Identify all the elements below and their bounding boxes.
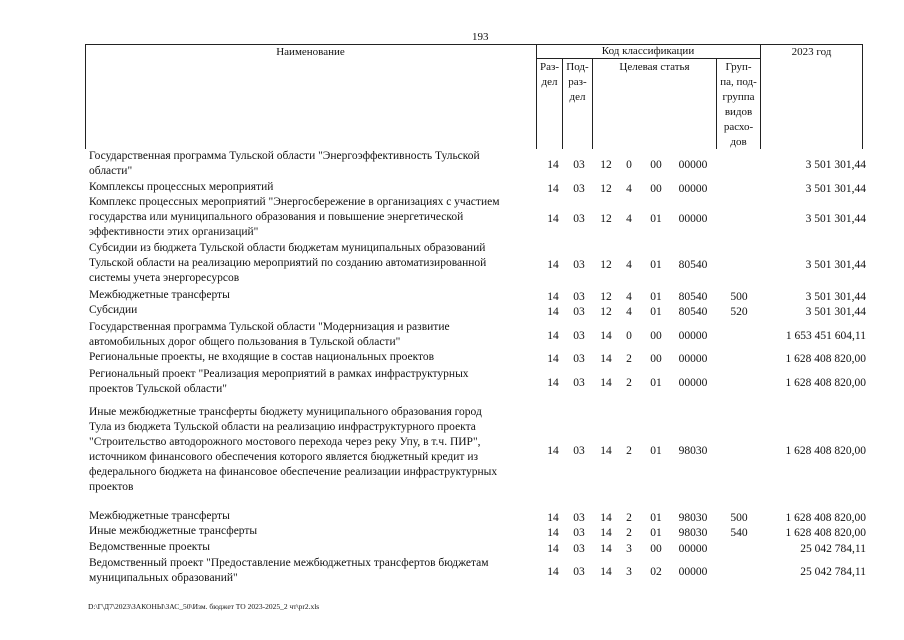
code-cs-type: 4 [626, 291, 632, 303]
row-amount: 3 501 301,44 [805, 213, 866, 225]
code-cs-program: 14 [600, 512, 612, 524]
code-cs-program: 12 [600, 159, 612, 171]
code-cs-direction: 80540 [678, 306, 708, 318]
row-name-line: Субсидии из бюджета Тульской области бюджетам муниципальных образований [89, 242, 486, 254]
code-cs-program: 14 [600, 566, 612, 578]
row-amount: 3 501 301,44 [805, 306, 866, 318]
code-cs-direction: 00000 [678, 183, 708, 195]
code-cs-direction: 98030 [678, 445, 708, 457]
row-name [89, 524, 529, 539]
row-amount: 1 628 408 820,00 [785, 445, 866, 457]
row-name-line: Государственная программа Тульской области "Энергоэффективность Тульской [89, 150, 480, 162]
row-name-line: Государственная программа Тульской области "Модернизация и развитие [89, 321, 450, 333]
code-cs-type: 3 [626, 543, 632, 555]
row-name-line: "Строительство автодорожного мостового перехода через реку Упу, в т.ч. ПИР", [89, 436, 481, 448]
header-name: Наименование [276, 46, 345, 58]
code-razdel: 14 [547, 306, 559, 318]
code-cs-structural: 00 [650, 159, 662, 171]
code-cs-type: 2 [626, 527, 632, 539]
header-gruppa-line: расхо- [723, 121, 754, 133]
row-name [89, 509, 529, 524]
row-name-line: эффективности этих организаций" [89, 226, 259, 238]
code-cs-type: 4 [626, 259, 632, 271]
code-podrazdel: 03 [573, 566, 585, 578]
code-cs-program: 14 [600, 377, 612, 389]
row-amount: 3 501 301,44 [805, 259, 866, 271]
row-name-line: системы учета энергоресурсов [89, 272, 240, 284]
code-cs-program: 14 [600, 445, 612, 457]
header-gruppa-line: дов [730, 136, 747, 148]
row-name-line: Комплекс процессных мероприятий "Энергосбережение в организациях с участием [89, 196, 500, 208]
header-podrazdel [563, 60, 592, 105]
code-cs-program: 14 [600, 353, 612, 365]
code-cs-structural: 01 [650, 259, 662, 271]
row-name [89, 556, 529, 586]
code-cs-direction: 98030 [678, 512, 708, 524]
code-podrazdel: 03 [573, 543, 585, 555]
code-cs-direction: 80540 [678, 291, 708, 303]
code-podrazdel: 03 [573, 306, 585, 318]
code-cs-type: 4 [626, 213, 632, 225]
code-cs-type: 0 [626, 330, 632, 342]
code-podrazdel: 03 [573, 330, 585, 342]
row-name [89, 320, 529, 350]
code-razdel: 14 [547, 543, 559, 555]
row-name-line: проектов Тульской области" [89, 383, 227, 395]
code-vid-rashodov: 520 [730, 306, 748, 318]
code-razdel: 14 [547, 330, 559, 342]
code-cs-structural: 01 [650, 306, 662, 318]
header-razdel-line: дел [541, 76, 558, 88]
code-cs-direction: 00000 [678, 353, 708, 365]
row-amount: 1 653 451 604,11 [785, 330, 866, 342]
code-cs-type: 3 [626, 566, 632, 578]
row-amount: 3 501 301,44 [805, 183, 866, 195]
row-name-line: государства или муниципального образования и повышение энергетической [89, 211, 464, 223]
header-podrazdel-line: раз- [568, 76, 587, 88]
row-name [89, 303, 529, 318]
code-cs-structural: 00 [650, 330, 662, 342]
code-cs-direction: 00000 [678, 566, 708, 578]
code-podrazdel: 03 [573, 377, 585, 389]
code-cs-structural: 01 [650, 527, 662, 539]
header-celevaya: Целевая статья [619, 61, 690, 73]
row-name-line: автомобильных дорог общего пользования в Тульской области" [89, 336, 401, 348]
code-razdel: 14 [547, 183, 559, 195]
header-podrazdel-line: Под- [566, 61, 589, 73]
row-name-line: муниципальных образований" [89, 572, 238, 584]
code-razdel: 14 [547, 159, 559, 171]
code-cs-structural: 01 [650, 213, 662, 225]
code-podrazdel: 03 [573, 291, 585, 303]
code-podrazdel: 03 [573, 527, 585, 539]
header-gruppa-line: группа [722, 91, 755, 103]
code-vid-rashodov: 500 [730, 291, 748, 303]
page-number: 193 [472, 31, 489, 43]
code-podrazdel: 03 [573, 213, 585, 225]
code-cs-type: 4 [626, 183, 632, 195]
row-name-line: Субсидии [89, 304, 138, 316]
code-podrazdel: 03 [573, 183, 585, 195]
code-cs-direction: 80540 [678, 259, 708, 271]
code-razdel: 14 [547, 259, 559, 271]
code-cs-direction: 00000 [678, 159, 708, 171]
header-podrazdel-line: дел [569, 91, 586, 103]
row-amount: 1 628 408 820,00 [785, 527, 866, 539]
code-cs-program: 14 [600, 330, 612, 342]
header-gruppa-line: Груп- [725, 61, 752, 73]
header-gruppa-line: па, под- [720, 76, 757, 88]
code-razdel: 14 [547, 291, 559, 303]
code-cs-program: 14 [600, 543, 612, 555]
row-name [89, 195, 529, 240]
footer-file-path: D:\Г\Д7\2023\ЗАКОНЫ\ЗАС_50\Изм. бюджет ТО 2023-2025_2 чт\pr2.xls [88, 602, 320, 611]
code-cs-structural: 00 [650, 183, 662, 195]
code-razdel: 14 [547, 512, 559, 524]
row-name-line: Тульской области на реализацию мероприятий по созданию автоматизированной [89, 257, 487, 269]
code-podrazdel: 03 [573, 159, 585, 171]
row-amount: 1 628 408 820,00 [785, 377, 866, 389]
row-amount: 25 042 784,11 [800, 566, 866, 578]
code-cs-type: 2 [626, 445, 632, 457]
row-name-line: источником финансового обеспечения которого является бюджетный кредит из [89, 451, 479, 463]
code-razdel: 14 [547, 566, 559, 578]
row-name-line: Комплексы процессных мероприятий [89, 181, 274, 193]
row-name [89, 367, 529, 397]
code-podrazdel: 03 [573, 259, 585, 271]
row-name-line: федерального бюджета на финансовое обеспечение реализации инфраструктурных [89, 466, 498, 478]
code-podrazdel: 03 [573, 512, 585, 524]
code-cs-structural: 02 [650, 566, 662, 578]
code-podrazdel: 03 [573, 353, 585, 365]
header-gruppa-line: видов [724, 106, 753, 118]
row-name-line: Иные межбюджетные трансферты бюджету муниципального образования город [89, 406, 482, 418]
code-cs-structural: 00 [650, 543, 662, 555]
code-cs-direction: 00000 [678, 377, 708, 389]
row-name-line: Ведомственные проекты [89, 541, 210, 553]
row-amount: 1 628 408 820,00 [785, 353, 866, 365]
code-razdel: 14 [547, 213, 559, 225]
code-cs-structural: 00 [650, 353, 662, 365]
row-name [89, 180, 529, 195]
row-name-line: Региональные проекты, не входящие в состав национальных проектов [89, 351, 435, 363]
code-cs-program: 14 [600, 527, 612, 539]
code-vid-rashodov: 540 [730, 527, 748, 539]
header-right-border [862, 44, 863, 149]
row-name [89, 540, 529, 555]
row-amount: 1 628 408 820,00 [785, 512, 866, 524]
code-vid-rashodov: 500 [730, 512, 748, 524]
header-classification-code: Код классификации [601, 45, 695, 57]
code-cs-direction: 00000 [678, 543, 708, 555]
code-cs-program: 12 [600, 213, 612, 225]
code-cs-type: 2 [626, 377, 632, 389]
code-cs-program: 12 [600, 291, 612, 303]
code-cs-program: 12 [600, 306, 612, 318]
row-name-line: Ведомственный проект "Предоставление межбюджетных трансфертов бюджетам [89, 557, 489, 569]
code-cs-structural: 01 [650, 291, 662, 303]
header-razdel-line: Раз- [539, 61, 559, 73]
table-header [85, 44, 863, 149]
code-cs-type: 2 [626, 512, 632, 524]
row-name [89, 405, 529, 495]
row-name-line: Межбюджетные трансферты [89, 510, 230, 522]
row-name [89, 350, 529, 365]
code-cs-structural: 01 [650, 377, 662, 389]
code-cs-type: 0 [626, 159, 632, 171]
header-razdel [537, 60, 562, 90]
row-name-line: проектов [89, 481, 134, 493]
row-amount: 3 501 301,44 [805, 291, 866, 303]
header-gruppa [717, 60, 760, 150]
code-cs-structural: 01 [650, 512, 662, 524]
code-cs-type: 2 [626, 353, 632, 365]
row-name [89, 149, 529, 179]
row-name-line: области" [89, 165, 133, 177]
row-name [89, 288, 529, 303]
code-razdel: 14 [547, 353, 559, 365]
code-cs-direction: 00000 [678, 213, 708, 225]
code-cs-direction: 98030 [678, 527, 708, 539]
row-name-line: Тула из бюджета Тульской области на реализацию инфраструктурного проекта [89, 421, 476, 433]
code-cs-structural: 01 [650, 445, 662, 457]
row-amount: 3 501 301,44 [805, 159, 866, 171]
code-cs-type: 4 [626, 306, 632, 318]
code-razdel: 14 [547, 377, 559, 389]
code-razdel: 14 [547, 445, 559, 457]
row-name-line: Региональный проект "Реализация мероприятий в рамках инфраструктурных [89, 368, 469, 380]
header-year: 2023 год [791, 46, 832, 58]
code-podrazdel: 03 [573, 445, 585, 457]
row-amount: 25 042 784,11 [800, 543, 866, 555]
code-razdel: 14 [547, 527, 559, 539]
row-name-line: Иные межбюджетные трансферты [89, 525, 258, 537]
row-name [89, 241, 529, 286]
code-cs-program: 12 [600, 259, 612, 271]
code-cs-program: 12 [600, 183, 612, 195]
code-cs-direction: 00000 [678, 330, 708, 342]
row-name-line: Межбюджетные трансферты [89, 289, 230, 301]
